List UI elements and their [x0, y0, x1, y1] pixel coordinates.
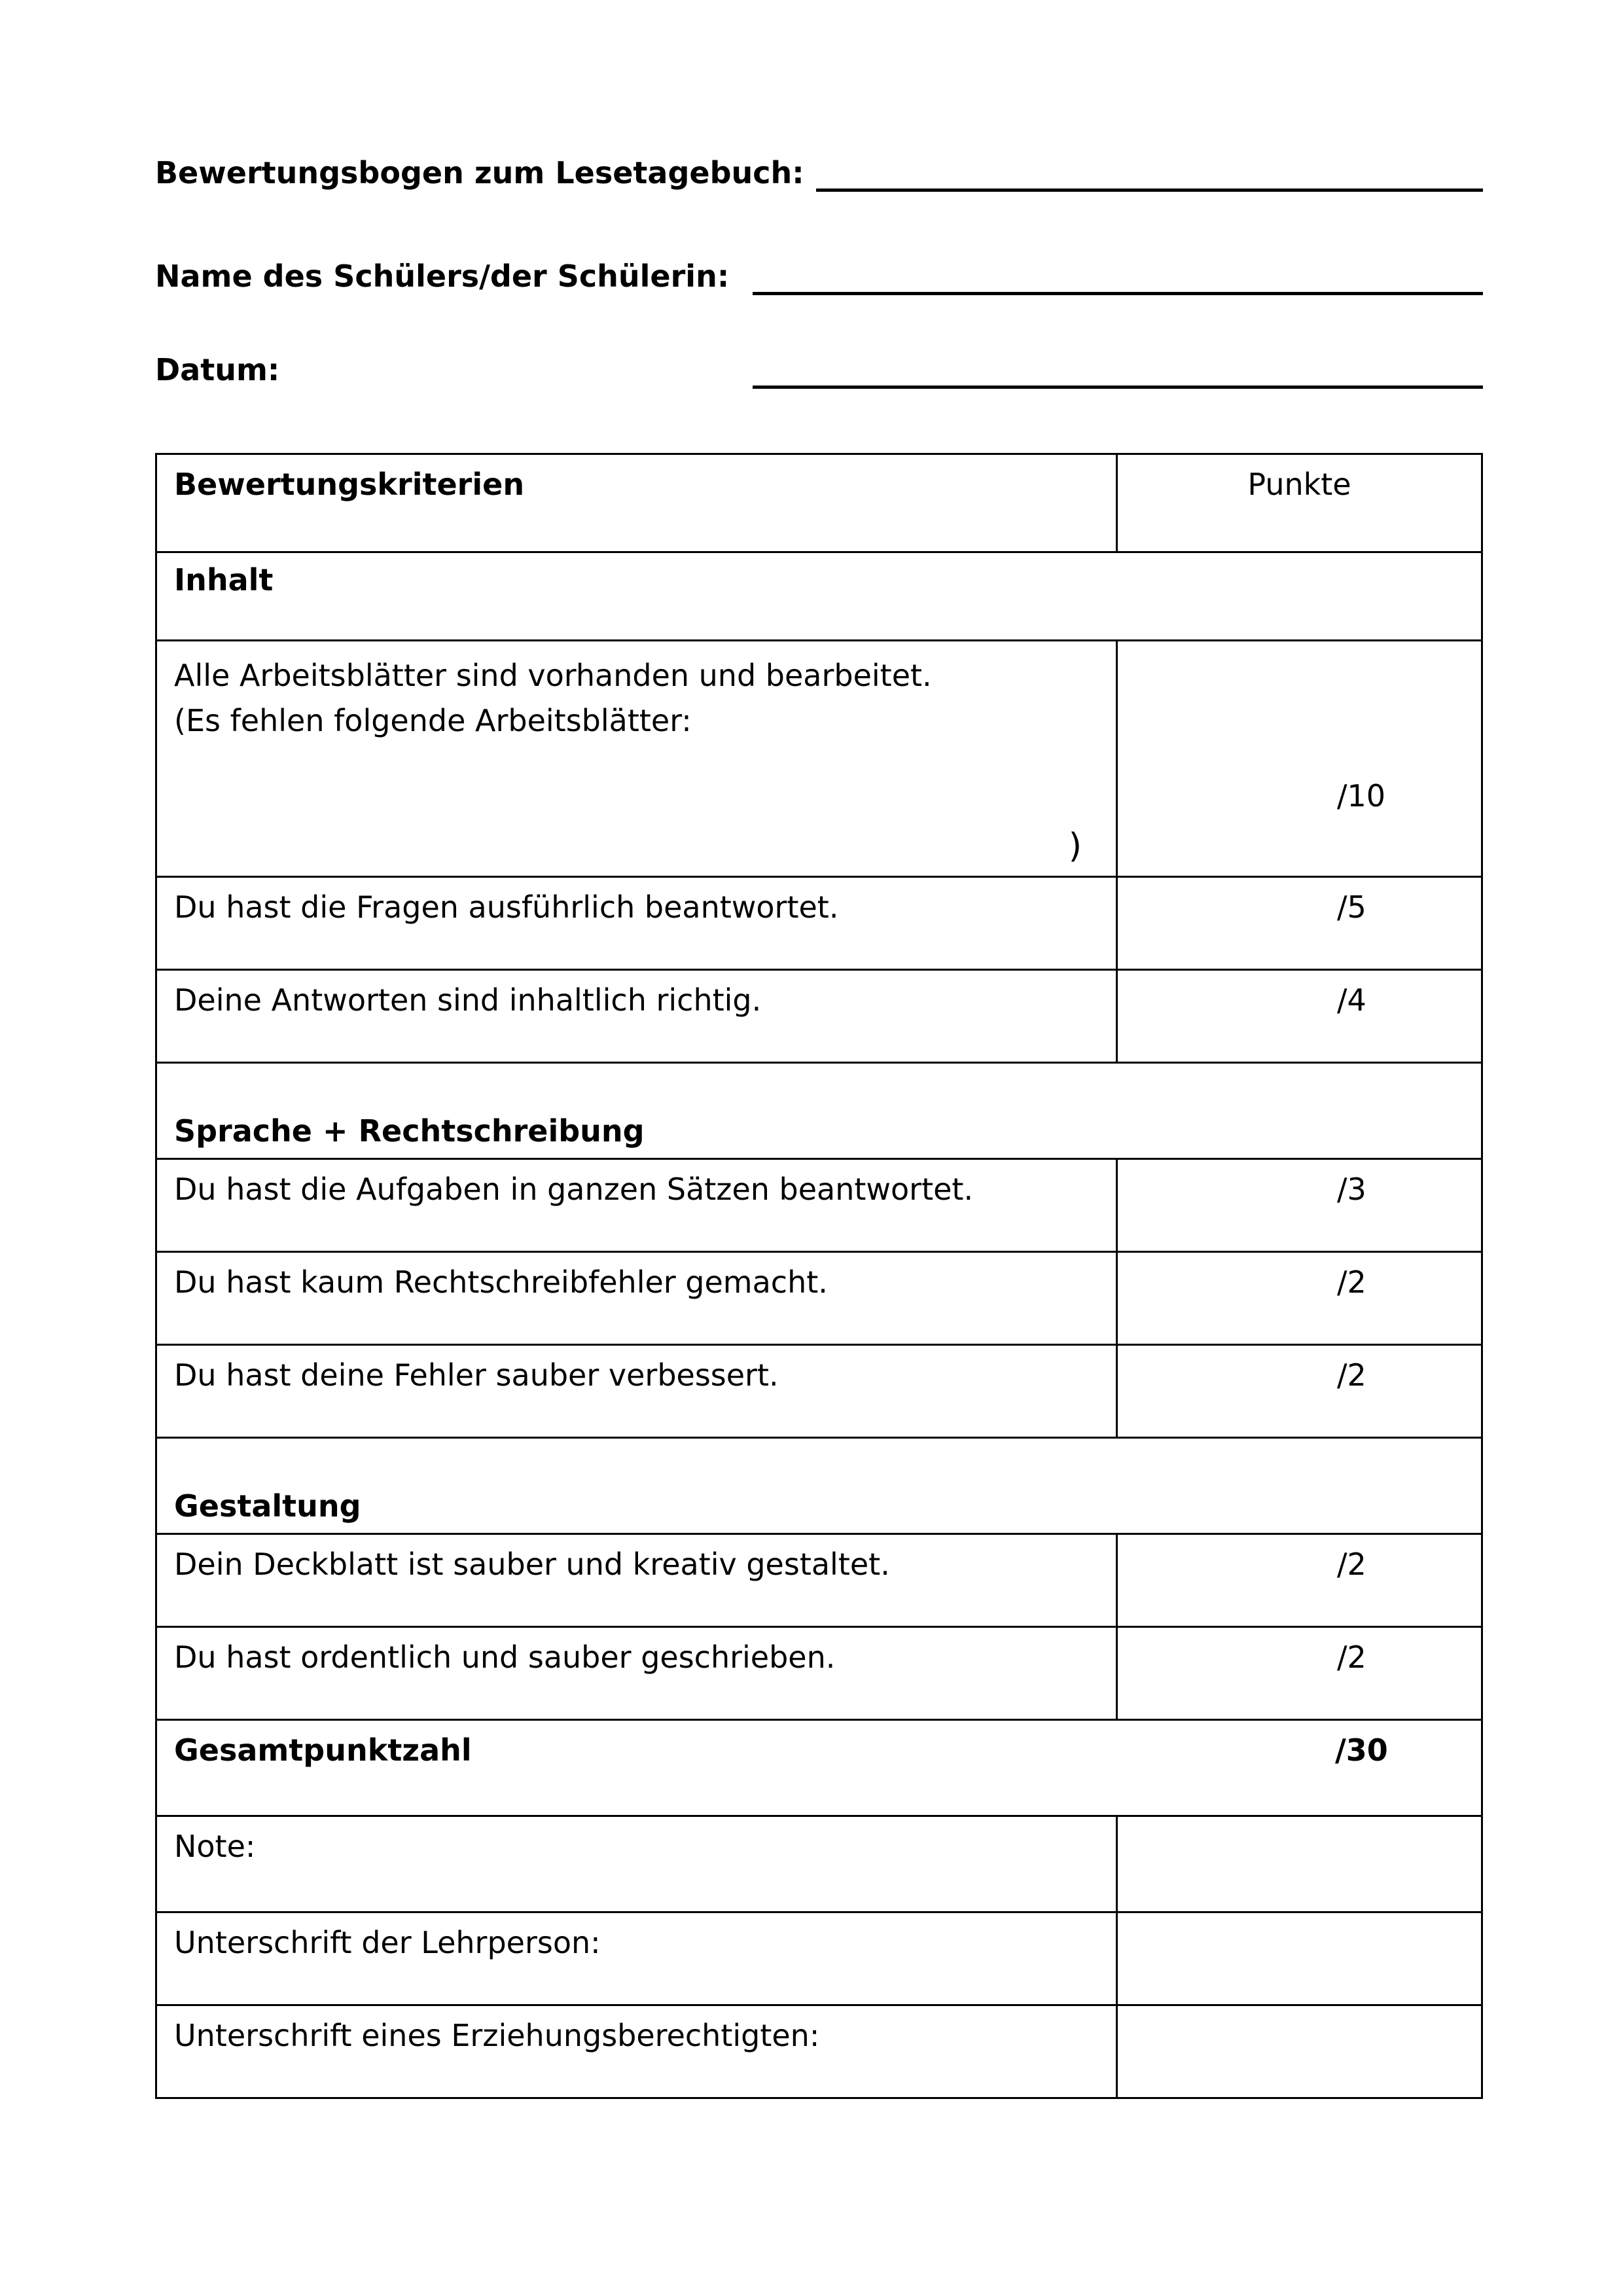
fill-label: Unterschrift eines Erziehungsberechtigten:: [174, 2018, 820, 2053]
section-row-gestaltung: [157, 1437, 1481, 1533]
fill-label: Unterschrift der Lehrperson:: [174, 1925, 601, 1960]
points-cell: /2: [1116, 1346, 1481, 1437]
criterion-text: Du hast die Fragen ausführlich beantwortet.: [174, 889, 839, 925]
fill-row-grade: [157, 1815, 1481, 1911]
evaluation-table: [155, 453, 1483, 2099]
criterion-text: Du hast die Aufgaben in ganzen Sätzen beantwortet.: [174, 1172, 974, 1207]
header-field-date: [155, 351, 1483, 389]
col-header-points: Punkte: [1116, 455, 1481, 551]
criterion-row-questions-answered: [157, 876, 1481, 969]
points-cell: /2: [1116, 1628, 1481, 1719]
field-label-title: Bewertungsbogen zum Lesetagebuch:: [155, 155, 804, 190]
fill-empty-cell: [1116, 1913, 1481, 2004]
fill-empty-cell: [1116, 1817, 1481, 1911]
points-cell: /4: [1116, 971, 1481, 1062]
criterion-text: [157, 641, 1116, 876]
field-blank-line-student-name: [753, 260, 1483, 295]
field-label-date: Datum:: [155, 352, 280, 387]
fill-empty-cell: [1116, 2006, 1481, 2097]
header-field-title: [155, 154, 1483, 192]
field-label-student-name: Name des Schülers/der Schülerin:: [155, 259, 730, 294]
section-row-inhalt: [157, 551, 1481, 639]
criterion-text: Du hast ordentlich und sauber geschrieben.: [174, 1640, 836, 1675]
criterion-text: Deine Antworten sind inhaltlich richtig.: [174, 982, 762, 1018]
criterion-text: Du hast deine Fehler sauber verbessert.: [174, 1357, 779, 1393]
criterion-text: Dein Deckblatt ist sauber und kreativ gestaltet.: [174, 1547, 890, 1582]
total-points: /30: [1335, 1732, 1388, 1768]
criterion-row-neat-writing: [157, 1626, 1481, 1719]
criterion-row-corrections: [157, 1344, 1481, 1437]
fill-label: Note:: [174, 1829, 256, 1864]
criterion-text: Du hast kaum Rechtschreibfehler gemacht.: [174, 1265, 828, 1300]
criterion-line-2: (Es fehlen folgende Arbeitsblätter:: [174, 703, 692, 738]
points-cell: [1116, 641, 1481, 876]
section-label: Inhalt: [174, 562, 274, 598]
section-row-sprache: [157, 1062, 1481, 1158]
points-cell: /2: [1116, 1253, 1481, 1344]
field-blank-line-date: [753, 353, 1483, 389]
section-label: Sprache + Rechtschreibung: [174, 1113, 645, 1149]
total-row: [157, 1719, 1481, 1815]
criterion-row-worksheets: [157, 639, 1481, 876]
closing-paren: ): [1068, 827, 1082, 866]
table-header-row: [157, 455, 1481, 551]
criterion-row-spelling: [157, 1251, 1481, 1344]
header-field-student-name: [155, 257, 1483, 295]
field-blank-line-title: [816, 156, 1483, 192]
criterion-line-1: Alle Arbeitsblätter sind vorhanden und bearbeitet.: [174, 658, 932, 693]
fill-row-teacher-signature: [157, 1911, 1481, 2004]
section-label: Gestaltung: [174, 1488, 361, 1524]
col-header-criteria: Bewertungskriterien: [174, 467, 525, 502]
fill-row-guardian-signature: [157, 2004, 1481, 2097]
criterion-row-full-sentences: [157, 1158, 1481, 1251]
points-cell: /2: [1116, 1535, 1481, 1626]
points-cell: /3: [1116, 1160, 1481, 1251]
criterion-row-answers-correct: [157, 969, 1481, 1062]
points-cell: /5: [1116, 878, 1481, 969]
points-value: /10: [1337, 778, 1386, 814]
total-label: Gesamtpunktzahl: [174, 1732, 472, 1768]
criterion-row-cover-page: [157, 1533, 1481, 1626]
